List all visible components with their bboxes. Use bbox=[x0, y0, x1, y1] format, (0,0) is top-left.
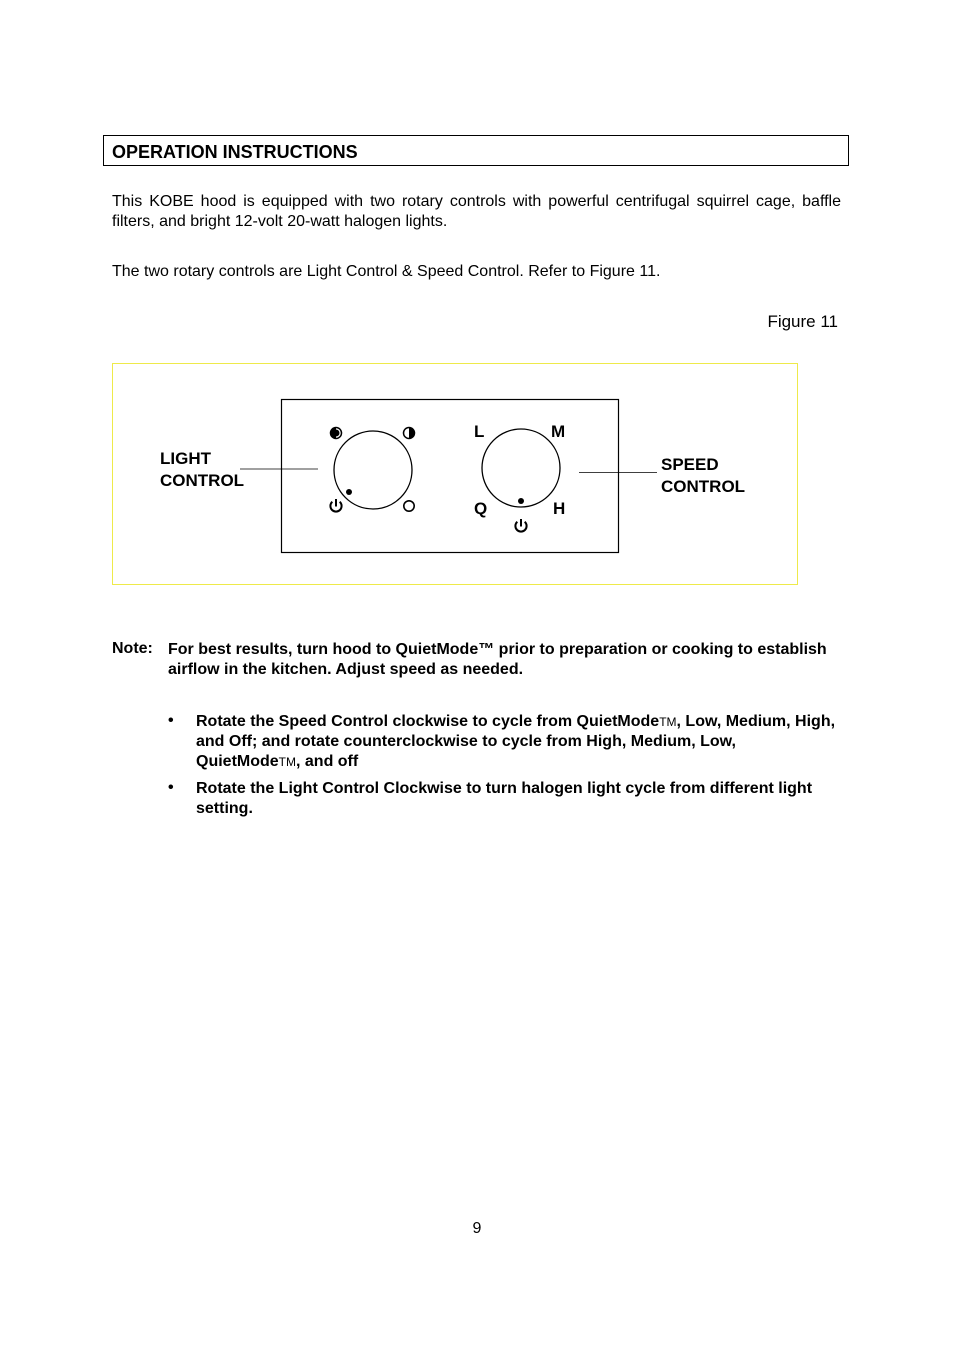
page-number: 9 bbox=[472, 1220, 482, 1237]
light-control-knob bbox=[334, 431, 412, 509]
speed-mark-low: L bbox=[474, 422, 485, 441]
trademark-mark: TM bbox=[278, 755, 296, 769]
figure-frame bbox=[112, 363, 798, 585]
intro-paragraph-1: This KOBE hood is equipped with two rotary controls with powerful centrifugal squirrel cage, baffle filters, and bright 12-volt 20-watt halogen lights. bbox=[112, 193, 841, 230]
section-header bbox=[103, 135, 849, 166]
bullet-item-speed-control: Rotate the Speed Control clockwise to cycle from QuietModeTM, Low, Medium, High, and Off; and rotate counterclockwise to cycle from High, Medium, Low, QuietModeTM, and off bbox=[196, 713, 836, 770]
speed-control-knob bbox=[482, 429, 560, 507]
figure-caption: Figure 11 bbox=[767, 312, 838, 331]
speed-mark-quiet: Q bbox=[474, 499, 488, 518]
power-icon bbox=[330, 499, 341, 512]
speed-off-power-icon bbox=[515, 519, 526, 532]
speed-control-label: SPEED CONTROL bbox=[661, 455, 746, 496]
control-panel-outline bbox=[282, 400, 619, 553]
bullet-marker: • bbox=[168, 712, 174, 729]
bullet-marker: • bbox=[168, 779, 174, 796]
light-knob-indicator-dot bbox=[346, 489, 352, 495]
light-off-icon bbox=[404, 501, 414, 511]
note-label: Note: bbox=[112, 640, 153, 657]
speed-knob-indicator-dot bbox=[518, 498, 524, 504]
speed-mark-medium: M bbox=[551, 422, 566, 441]
intro-paragraph-2: The two rotary controls are Light Control & Speed Control. Refer to Figure 11. bbox=[112, 263, 661, 280]
bullet-item-light-control: Rotate the Light Control Clockwise to turn halogen light cycle from different light setting. bbox=[196, 780, 813, 817]
light-control-label: LIGHT CONTROL bbox=[160, 449, 245, 490]
note-text: For best results, turn hood to QuietMode™ prior to preparation or cooking to establish airflow in the kitchen. Adjust speed as needed. bbox=[168, 641, 827, 678]
light-bright-icon bbox=[331, 428, 342, 439]
section-title: OPERATION INSTRUCTIONS bbox=[112, 142, 358, 162]
trademark-mark: TM bbox=[659, 715, 677, 729]
speed-mark-high: H bbox=[553, 499, 566, 518]
light-dim-icon bbox=[404, 428, 415, 439]
